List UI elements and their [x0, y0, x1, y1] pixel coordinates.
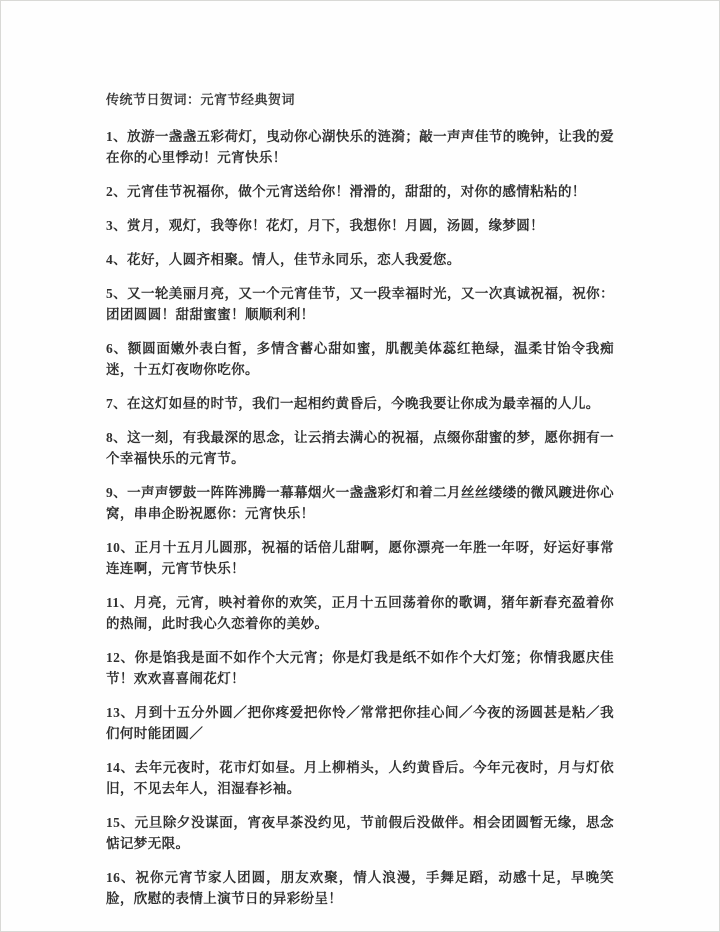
paragraph: 3、赏月，观灯，我等你！花灯，月下，我想你！月圆，汤圆，缘梦圆！ — [106, 218, 545, 233]
paragraph: 14、去年元夜时，花市灯如昼。月上柳梢头，人约黄昏后。今年元夜时，月与灯依旧，不见去年人，泪湿春衫袖。 — [106, 760, 614, 796]
paragraph: 10、正月十五月儿圆那，祝福的话倍儿甜啊，愿你漂亮一年胜一年呀，好运好事常连连啊，元宵节快乐！ — [106, 540, 614, 576]
document-title: 传统节日贺词：元宵节经典贺词 — [106, 92, 296, 107]
paragraph: 4、花好，人圆齐相聚。情人，佳节永同乐，恋人我爱您。 — [106, 252, 461, 267]
paragraph: 1、放游一盏盏五彩荷灯，曳动你心湖快乐的涟漪；敲一声声佳节的晚钟，让我的爱在你的心里悸动！元宵快乐！ — [106, 129, 614, 165]
paragraph: 11、月亮，元宵，映衬着你的欢笑，正月十五回荡着你的歌调，猪年新春充盈着你的热闹，此时我心久恋着你的美妙。 — [106, 595, 614, 631]
paragraph: 15、元旦除夕没谋面，宵夜早茶没约见，节前假后没做伴。相会团圆暂无缘，思念惦记梦无限。 — [106, 815, 614, 851]
paragraph: 16、祝你元宵节家人团圆，朋友欢聚，情人浪漫，手舞足蹈，动感十足，早晚笑脸，欣慰的表情上演节日的异彩纷呈！ — [106, 870, 614, 906]
paragraph: 2、元宵佳节祝福你，做个元宵送给你！滑滑的，甜甜的，对你的感情粘粘的！ — [106, 184, 586, 199]
paragraph: 7、在这灯如昼的时节，我们一起相约黄昏后，今晚我要让你成为最幸福的人儿。 — [106, 396, 600, 411]
paragraph: 13、月到十五分外圆／把你疼爱把你怜／常常把你挂心间／今夜的汤圆甚是粘／我们何时能团圆／ — [106, 705, 614, 741]
paragraph: 12、你是馅我是面不如作个大元宵；你是灯我是纸不如作个大灯笼；你情我愿庆佳节！欢欢喜喜闹花灯！ — [106, 650, 614, 686]
paragraph: 8、这一刻，有我最深的思念，让云捎去满心的祝福，点缀你甜蜜的梦，愿你拥有一个幸福快乐的元宵节。 — [106, 430, 614, 466]
paragraph: 5、又一轮美丽月亮，又一个元宵佳节，又一段幸福时光，又一次真诚祝福，祝你：团团圆圆！甜甜蜜蜜！顺顺利利！ — [106, 286, 614, 322]
paragraph: 9、一声声锣鼓一阵阵沸腾一幕幕烟火一盏盏彩灯和着二月丝丝缕缕的微风踱进你心窝，串串企盼祝愿你：元宵快乐！ — [106, 485, 614, 521]
paragraph: 6、额圆面嫩外表白皙，多情含蓄心甜如蜜，肌靓美体蕊红艳绿，温柔甘饴令我痴迷，十五灯夜吻你吃你。 — [106, 341, 614, 377]
paragraph-list — [106, 126, 614, 909]
